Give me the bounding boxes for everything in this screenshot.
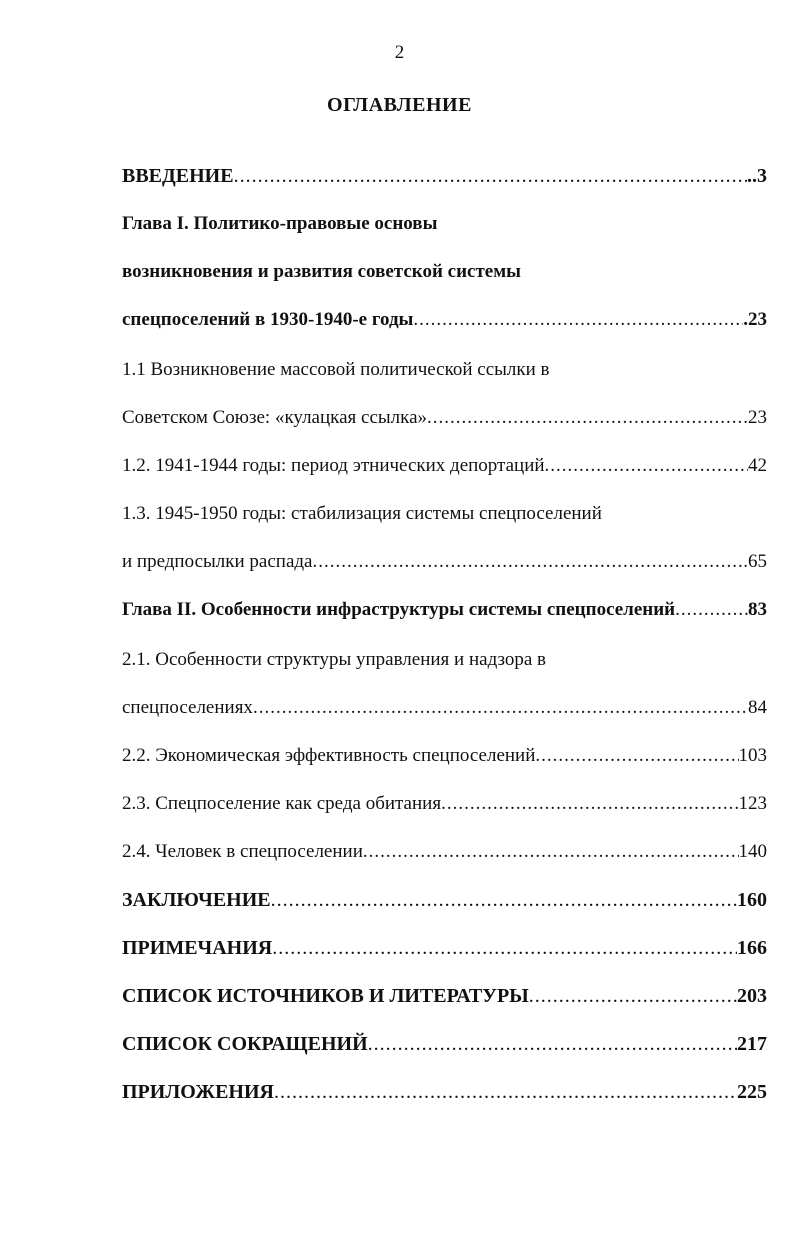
toc-leader-dots xyxy=(675,599,748,621)
toc-page-number: 140 xyxy=(738,841,767,862)
toc-entry-section-1-3-line-2 xyxy=(122,551,767,581)
toc-entry-appendices xyxy=(122,1081,767,1111)
toc-entry-text: 2.1. Особенности структуры управления и надзора в xyxy=(122,649,547,670)
toc-page-number: 83 xyxy=(748,599,767,620)
toc-entry-conclusion xyxy=(122,889,767,919)
toc-entry-text: и предпосылки распада xyxy=(122,551,313,572)
toc-leader-dots xyxy=(441,793,738,815)
toc-entry-text: ЗАКЛЮЧЕНИЕ xyxy=(122,889,271,911)
toc-entry-text: 2.2. Экономическая эффективность спецпоселений xyxy=(122,745,536,766)
toc-page-number: ..3 xyxy=(747,165,767,187)
toc-leader-dots xyxy=(271,889,737,912)
toc-entry-section-1-2 xyxy=(122,455,767,485)
toc-entry-chapter-1-line-3 xyxy=(122,309,767,339)
toc-entry-text: ПРИЛОЖЕНИЯ xyxy=(122,1081,274,1103)
page-title: ОГЛАВЛЕНИЕ xyxy=(327,94,472,116)
toc-entry-text: спецпоселениях xyxy=(122,697,253,718)
toc-entry-sources xyxy=(122,985,767,1015)
toc-entry-text: 2.3. Спецпоселение как среда обитания xyxy=(122,793,442,814)
toc-entry-notes xyxy=(122,937,767,967)
page-number: 2 xyxy=(394,42,405,63)
toc-page-number: 166 xyxy=(737,937,767,959)
toc-entry-section-2-4 xyxy=(122,841,767,871)
toc-page-number: .65 xyxy=(743,551,767,572)
toc-page-number: 103 xyxy=(738,745,767,766)
toc-page-number: 42 xyxy=(748,455,767,476)
toc-entry-text: 1.2. 1941-1944 годы: период этнических депортаций xyxy=(122,455,545,476)
toc-entry-text: возникновения и развития советской системы xyxy=(122,261,522,282)
toc-entry-intro xyxy=(122,165,767,195)
toc-entry-text: ПРИМЕЧАНИЯ xyxy=(122,937,273,959)
toc-leader-dots xyxy=(312,551,743,573)
toc-entry-chapter-2 xyxy=(122,599,767,629)
toc-entry-section-1-3-line-1 xyxy=(122,503,767,533)
toc-entry-section-2-2 xyxy=(122,745,767,775)
toc-entry-text: СПИСОК ИСТОЧНИКОВ И ЛИТЕРАТУРЫ xyxy=(122,985,529,1007)
toc-leader-dots xyxy=(545,455,748,477)
toc-leader-dots xyxy=(535,745,738,767)
toc-entry-text: СПИСОК СОКРАЩЕНИЙ xyxy=(122,1033,368,1055)
toc-leader-dots xyxy=(272,937,737,960)
toc-entry-chapter-1-line-2 xyxy=(122,261,767,291)
toc-leader-dots xyxy=(363,841,739,863)
toc-entry-text: 2.4. Человек в спецпоселении xyxy=(122,841,363,862)
toc-leader-dots xyxy=(427,407,748,429)
toc-leader-dots xyxy=(413,309,743,331)
toc-page-number: 203 xyxy=(737,985,767,1007)
toc-entry-text: Глава I. Политико-правовые основы xyxy=(122,213,438,234)
toc-leader-dots xyxy=(274,1081,737,1104)
toc-entry-text: Глава II. Особенности инфраструктуры системы спецпоселений xyxy=(122,599,676,620)
toc-entry-text: спецпоселений в 1930-1940-е годы xyxy=(122,309,414,330)
toc-entry-text: ВВЕДЕНИЕ xyxy=(122,165,234,187)
toc-page-number: 84 xyxy=(748,697,767,718)
toc-entry-text: 1.3. 1945-1950 годы: стабилизация системы спецпоселений xyxy=(122,503,602,524)
toc-entry-section-1-1-line-2 xyxy=(122,407,767,437)
toc-entry-chapter-1-line-1 xyxy=(122,213,767,243)
toc-entry-section-2-1-line-2 xyxy=(122,697,767,727)
toc-page-number: 160 xyxy=(737,889,767,911)
toc-page-number: 217 xyxy=(737,1033,767,1055)
toc-page-number: 123 xyxy=(738,793,767,814)
toc-leader-dots xyxy=(234,165,747,188)
toc-page-number: .23 xyxy=(743,309,767,330)
toc-entry-section-2-3 xyxy=(122,793,767,823)
toc-leader-dots xyxy=(253,697,748,719)
toc-page-number: 23 xyxy=(748,407,767,428)
toc-entry-section-1-1-line-1 xyxy=(122,359,767,389)
toc-entry-text: 1.1 Возникновение массовой политической ссылки в xyxy=(122,359,550,380)
toc-leader-dots xyxy=(368,1033,737,1056)
toc-page-number: 225 xyxy=(737,1081,767,1103)
toc-entry-abbreviations xyxy=(122,1033,767,1063)
toc-leader-dots xyxy=(529,985,737,1008)
toc-entry-section-2-1-line-1 xyxy=(122,649,767,679)
toc-entry-text: Советском Союзе: «кулацкая ссылка» xyxy=(122,407,428,428)
